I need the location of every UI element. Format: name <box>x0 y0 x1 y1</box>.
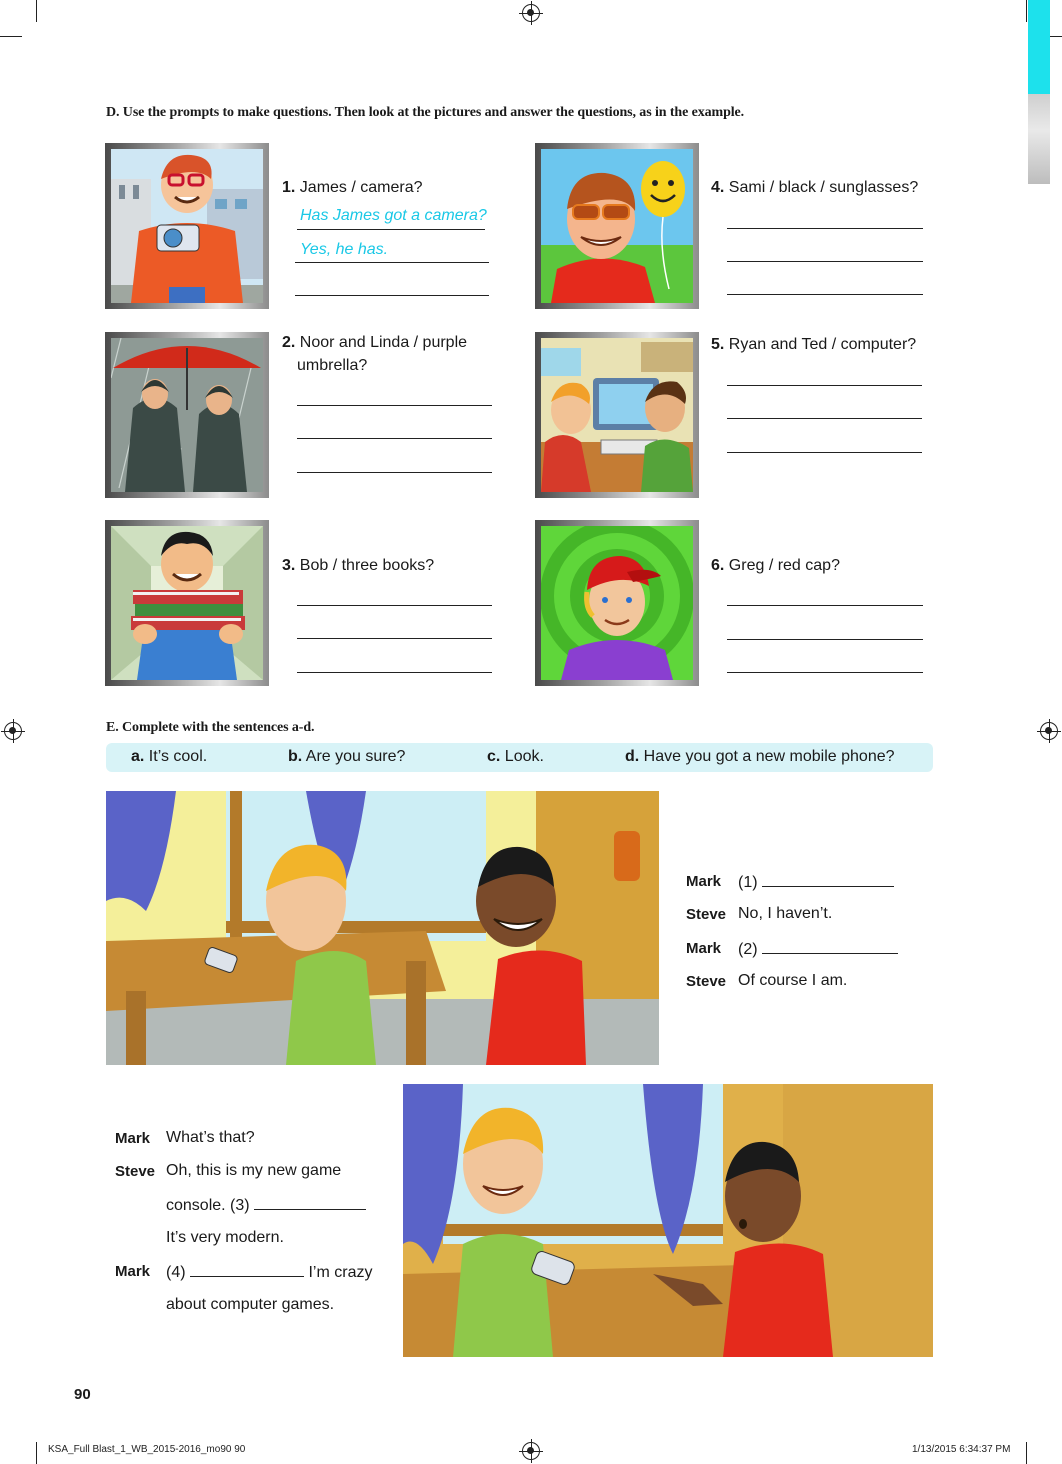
dialogue-line-9: (4) I’m crazy <box>166 1264 373 1281</box>
illustration-mark-steve-console <box>403 1084 933 1357</box>
answer-line[interactable] <box>727 639 923 640</box>
answer-line[interactable] <box>297 472 492 473</box>
answer-line[interactable] <box>297 438 492 439</box>
crop-mark <box>36 1442 37 1464</box>
page-number: 90 <box>74 1386 91 1403</box>
crop-mark <box>1026 0 1027 22</box>
question-6-prompt: 6. Greg / red cap? <box>711 557 840 574</box>
speaker-steve: Steve <box>686 973 727 990</box>
dialogue-line-10: about computer games. <box>166 1296 335 1313</box>
answer-blank-1[interactable] <box>762 872 894 887</box>
dialogue-line-6: Oh, this is my new game <box>166 1162 342 1179</box>
dialogue-line-1: (1) <box>738 872 894 892</box>
registration-mark-icon <box>4 722 22 740</box>
speaker-steve: Steve <box>115 1163 156 1180</box>
registration-mark-icon <box>522 1442 540 1460</box>
answer-blank-4[interactable] <box>190 1262 304 1277</box>
picture-ryan-ted-computer <box>535 332 699 498</box>
answer-line[interactable] <box>727 672 923 673</box>
answer-line[interactable] <box>727 605 923 606</box>
answer-line[interactable] <box>297 672 492 673</box>
boy-cap-illustration <box>541 526 693 680</box>
registration-mark-icon <box>1040 722 1058 740</box>
question-5-prompt: 5. Ryan and Ted / computer? <box>711 336 917 353</box>
color-tab <box>1028 0 1050 94</box>
answer-blank-2[interactable] <box>762 939 898 954</box>
question-2-prompt: 2. Noor and Linda / purple <box>282 334 468 351</box>
boy-books-illustration <box>111 526 263 680</box>
answer-line[interactable] <box>727 418 922 419</box>
footer-date: 1/13/2015 6:34:37 PM <box>912 1444 1011 1455</box>
picture-noor-linda-umbrella <box>105 332 269 498</box>
picture-greg-red-cap <box>535 520 699 686</box>
illustration-mark-steve-table <box>106 791 659 1065</box>
speaker-mark: Mark <box>115 1263 151 1280</box>
answer-line <box>297 229 485 230</box>
exercise-e-instruction: E. Complete with the sentences a-d. <box>106 720 315 735</box>
dialogue-line-7: console. (3) <box>166 1195 366 1215</box>
boy-sunglasses-illustration <box>541 149 693 303</box>
crop-mark <box>0 36 22 37</box>
answer-line[interactable] <box>727 228 923 229</box>
speaker-steve: Steve <box>686 906 727 923</box>
boys-computer-illustration <box>541 338 693 492</box>
speaker-mark: Mark <box>115 1130 151 1147</box>
dialogue-line-5: What’s that? <box>166 1129 255 1146</box>
sentences-bar <box>106 743 933 772</box>
sentence-a: a. It’s cool. <box>131 748 208 765</box>
gray-tab <box>1028 94 1050 184</box>
crop-mark <box>36 0 37 22</box>
speaker-mark: Mark <box>686 873 722 890</box>
boys-table-illustration <box>106 791 659 1065</box>
dialogue-line-3: (2) <box>738 939 898 959</box>
answer-line[interactable] <box>727 294 923 295</box>
question-3-prompt: 3. Bob / three books? <box>282 557 435 574</box>
boy-camera-illustration <box>111 149 263 303</box>
answer-blank-3[interactable] <box>254 1195 366 1210</box>
example-question: Has James got a camera? <box>300 207 487 224</box>
dialogue-line-8: It’s very modern. <box>166 1229 284 1246</box>
girls-umbrella-illustration <box>111 338 263 492</box>
sentence-d: d. Have you got a new mobile phone? <box>625 748 895 765</box>
footer-file-name: KSA_Full Blast_1_WB_2015-2016_mo90 90 <box>48 1444 246 1455</box>
picture-james-camera <box>105 143 269 309</box>
answer-line[interactable] <box>297 605 492 606</box>
answer-line[interactable] <box>727 385 922 386</box>
sentence-c: c. Look. <box>487 748 544 765</box>
answer-line[interactable] <box>297 638 492 639</box>
dialogue-line-2: No, I haven’t. <box>738 905 833 922</box>
crop-mark <box>1026 1442 1027 1464</box>
registration-mark-icon <box>522 4 540 22</box>
exercise-d-instruction: D. Use the prompts to make questions. Then look at the pictures and answer the questions, as in the example. <box>106 105 745 120</box>
answer-line[interactable] <box>297 405 492 406</box>
sentence-b: b. Are you sure? <box>288 748 406 765</box>
answer-line[interactable] <box>727 261 923 262</box>
answer-line[interactable] <box>295 295 489 296</box>
speaker-mark: Mark <box>686 940 722 957</box>
question-4-prompt: 4. Sami / black / sunglasses? <box>711 179 919 196</box>
answer-line[interactable] <box>727 452 922 453</box>
boys-console-illustration <box>403 1084 933 1357</box>
picture-sami-sunglasses <box>535 143 699 309</box>
answer-line <box>295 262 489 263</box>
picture-bob-books <box>105 520 269 686</box>
dialogue-line-4: Of course I am. <box>738 972 848 989</box>
question-1-prompt: 1. James / camera? <box>282 179 423 196</box>
example-answer: Yes, he has. <box>300 241 389 258</box>
question-2-prompt-cont: umbrella? <box>297 357 368 374</box>
